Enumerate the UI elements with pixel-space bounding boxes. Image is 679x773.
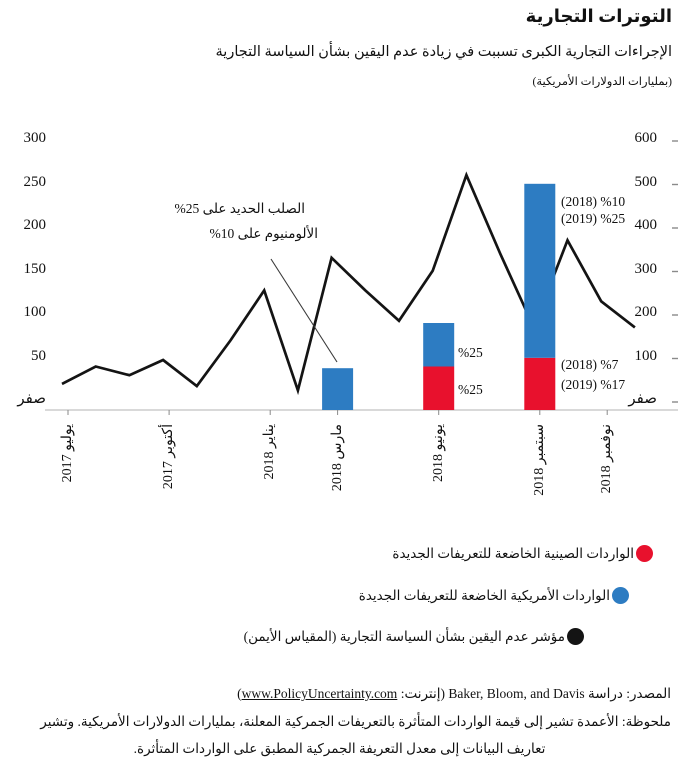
- bar-us-imports: [423, 323, 454, 367]
- y-left-tick-label: 200: [23, 217, 46, 233]
- x-tick-label: سبتمبر 2018: [531, 424, 547, 496]
- red-circle-icon: [636, 545, 653, 562]
- chart-subtitle: الإجراءات التجارية الكبرى تسببت في زيادة عدم اليقين بشأن السياسة التجارية: [215, 44, 672, 60]
- x-tick-label: مارس 2018: [329, 424, 345, 492]
- sep-bar-blue-annotation-line1: (2018) %10: [561, 194, 626, 209]
- source-text: المصدر: دراسة Baker, Bloom, and Davis (إنترنت:: [397, 686, 671, 701]
- units-note: (بمليارات الدولارات الأمريكية): [532, 76, 672, 88]
- legend-item-china-imports: [392, 545, 653, 562]
- blue-circle-icon: [612, 587, 629, 604]
- y-left-tick-label: 250: [23, 173, 46, 190]
- x-tick-label: نوفمبر 2018: [599, 424, 615, 494]
- sep-bar-red-annotation-line2: (2019) %17: [561, 377, 626, 392]
- y-right-tick-label: 500: [634, 173, 657, 190]
- black-circle-icon: [567, 628, 584, 645]
- bar-china-imports: [524, 358, 555, 410]
- x-tick-label: أكتوبر 2017: [161, 424, 177, 490]
- x-tick-label: يناير 2018: [262, 424, 278, 480]
- note-line-1: ملحوظة: الأعمدة تشير إلى قيمة الواردات المتأثرة بالتعريفات الجمركية المعلنة، بمليارات الدولارات الأمريكية. وتشير: [40, 714, 671, 729]
- y-right-tick-label: صفر: [628, 391, 657, 407]
- sep-bar-blue-annotation-line2: (2019) %25: [561, 211, 626, 226]
- y-left-tick-label: 100: [23, 304, 46, 320]
- bar-us-imports: [322, 368, 353, 410]
- y-left-tick-label: 50: [31, 347, 46, 364]
- page-title: التوترات التجارية: [525, 6, 672, 26]
- legend-label: الواردات الصينية الخاضعة للتعريفات الجديدة: [392, 545, 634, 561]
- y-right-tick-label: 600: [634, 130, 657, 146]
- y-right-tick-label: 200: [634, 304, 657, 320]
- jun-bar-blue-annotation: %25: [458, 345, 483, 360]
- note-line-2: تعاريف البيانات إلى معدل التعريفة الجمركية المطبق على الواردات المتأثرة.: [133, 741, 546, 756]
- legend-item-uncertainty-index: [244, 628, 584, 645]
- y-right-tick-label: 300: [634, 260, 657, 277]
- bar-us-imports: [524, 184, 555, 358]
- sep-bar-red-annotation-line1: (2018) %7: [561, 357, 619, 372]
- y-left-tick-label: 300: [23, 130, 46, 146]
- x-tick-label: يوليو 2017: [60, 424, 75, 483]
- source-line: [0, 686, 671, 702]
- legend-label: الواردات الأمريكية الخاضعة للتعريفات الجديدة: [358, 587, 610, 603]
- steel-tariff-annotation-line1: %25 على‎ الحديد‎ الصلب: [174, 201, 305, 216]
- steel-tariff-annotation-line2: %10 على‎ الألومنيوم: [209, 226, 318, 241]
- source-text-suffix: ): [237, 686, 242, 701]
- y-right-tick-label: 100: [634, 347, 657, 364]
- y-right-tick-label: 400: [634, 217, 657, 233]
- y-left-tick-label: صفر: [17, 391, 46, 407]
- legend-item-us-imports: [359, 587, 629, 604]
- y-left-tick-label: 150: [23, 260, 46, 277]
- policy-uncertainty-link[interactable]: www.PolicyUncertainty.com: [241, 686, 398, 701]
- bar-china-imports: [423, 367, 454, 411]
- x-tick-label: يونيو 2018: [430, 424, 446, 482]
- jun-bar-red-annotation: %25: [458, 382, 483, 397]
- legend-label: مؤشر عدم اليقين بشأن السياسة التجارية (المقياس الأيمن): [243, 628, 565, 644]
